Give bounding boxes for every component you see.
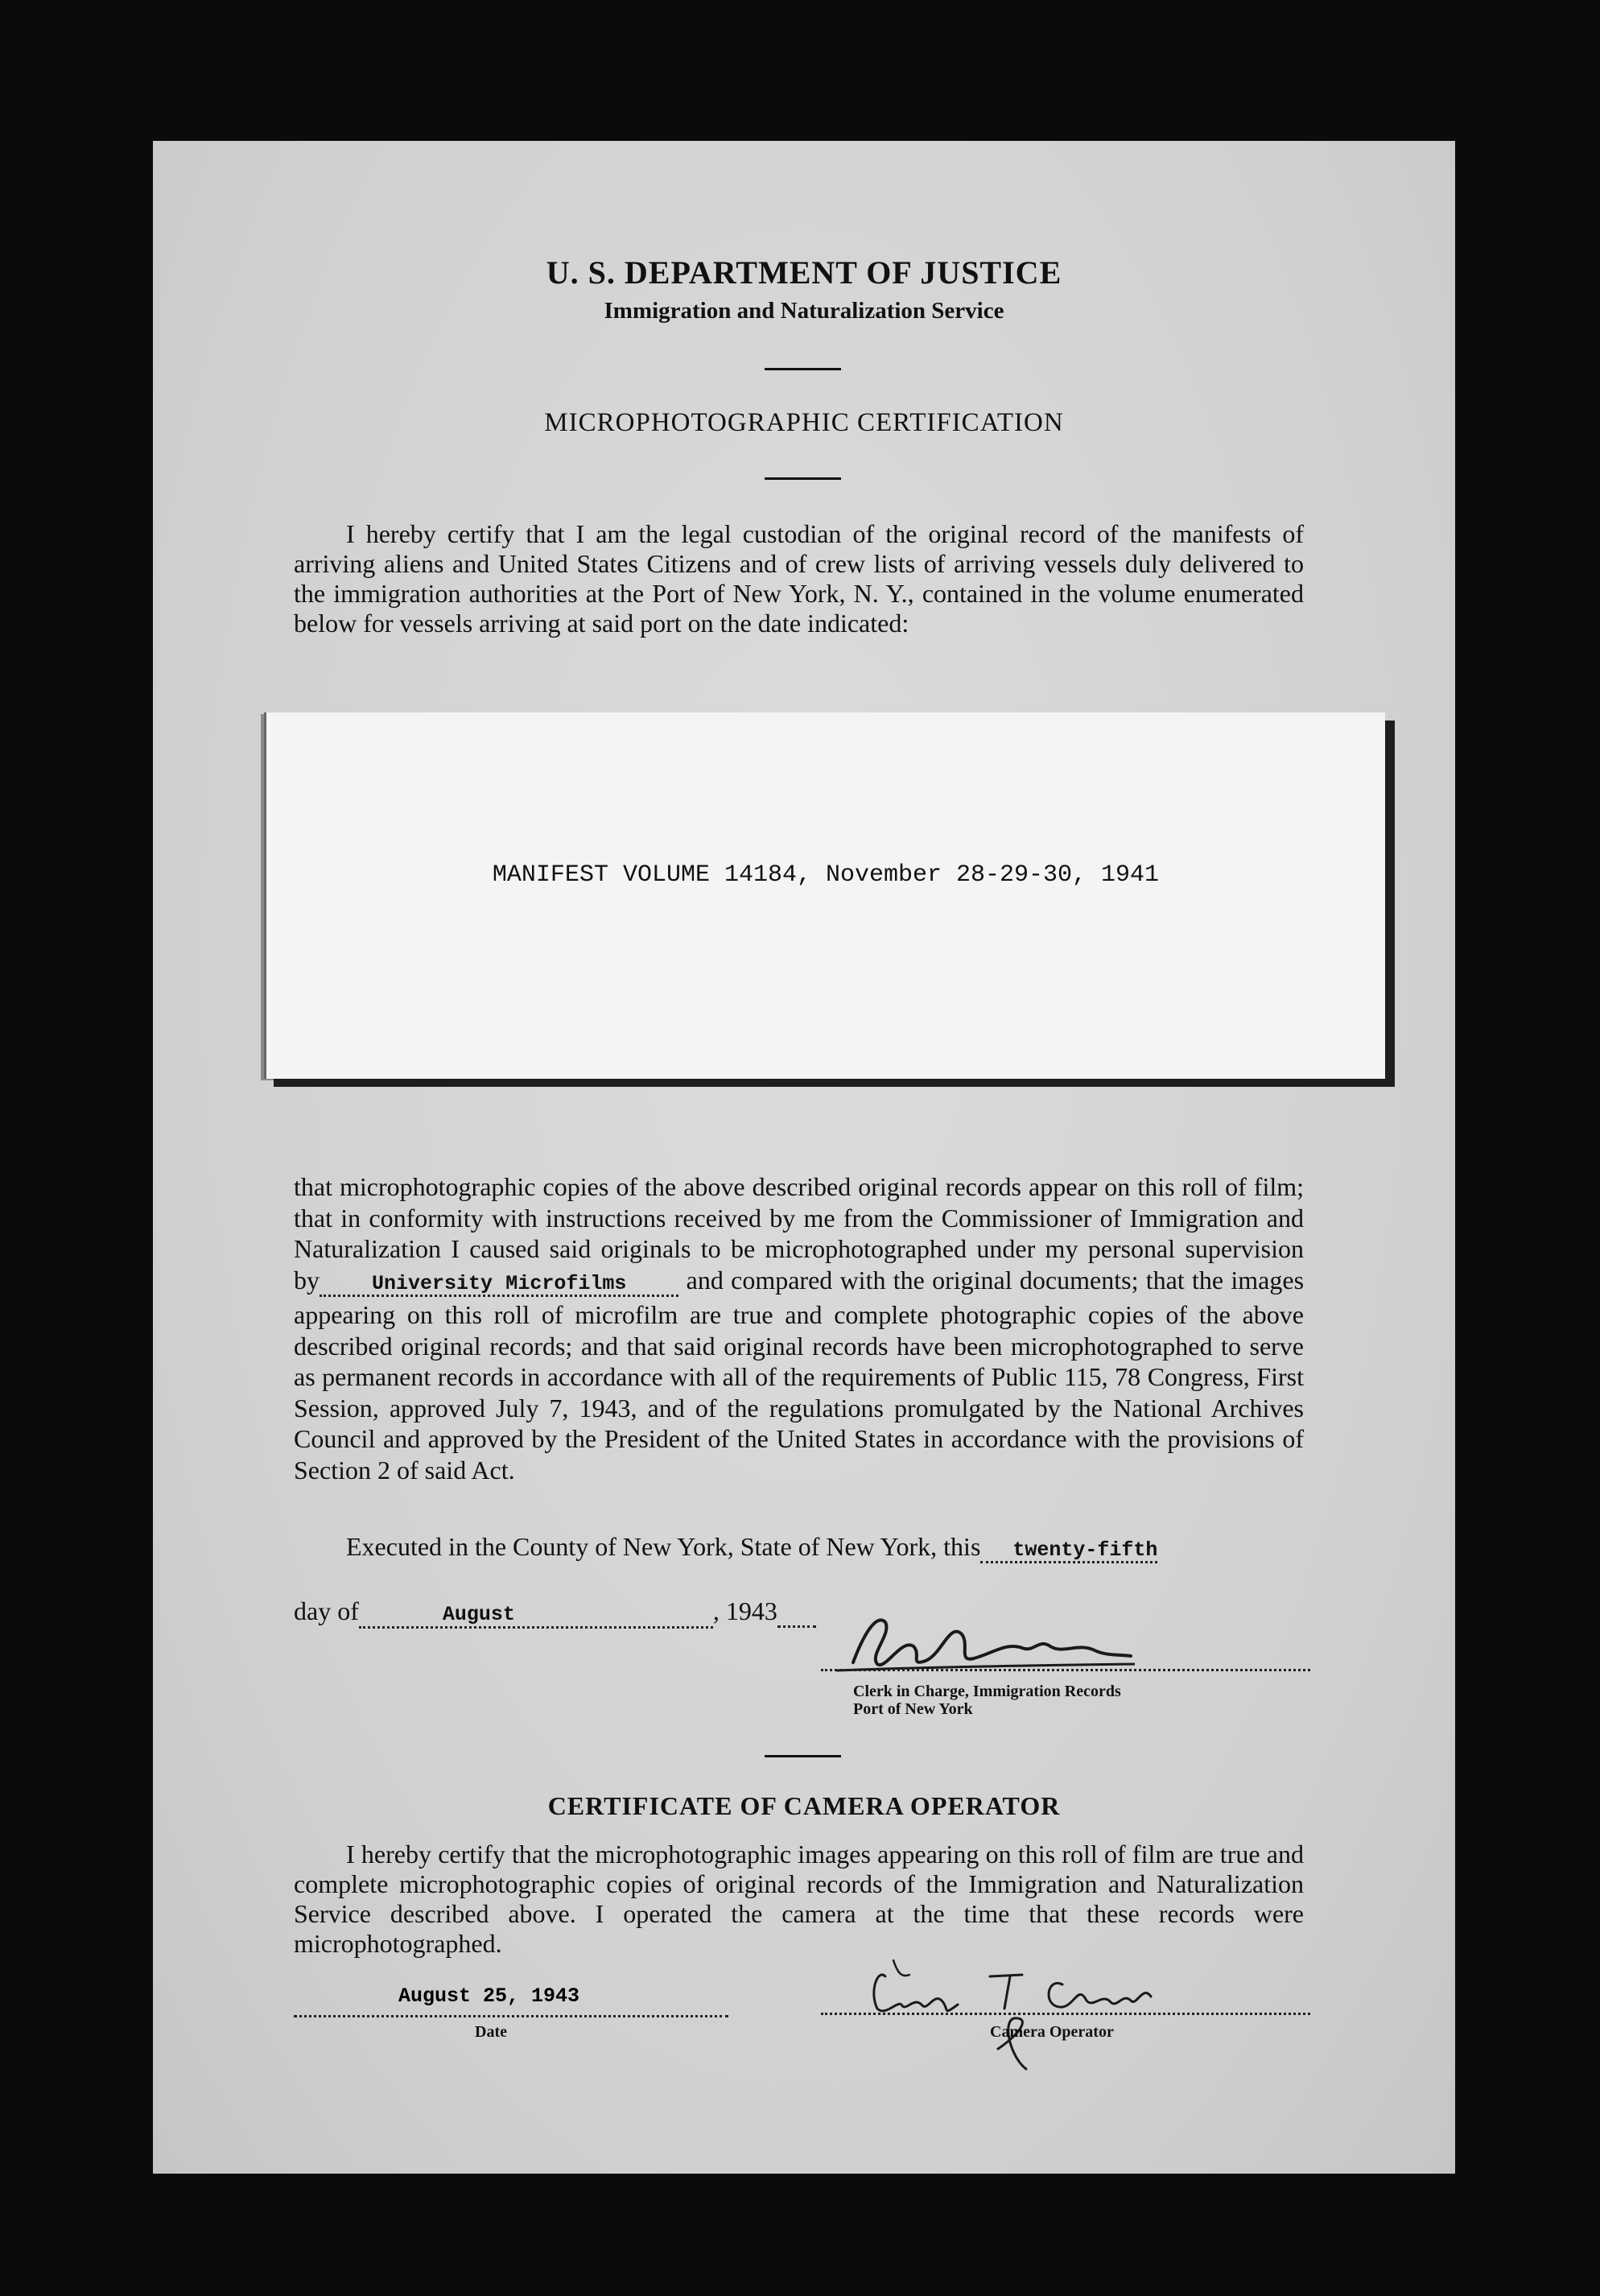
clerk-signature-line [821, 1669, 1310, 1671]
month-field [359, 1596, 713, 1629]
camera-operator-signature-line [821, 2013, 1310, 2015]
execution-day-field [980, 1532, 1157, 1563]
clerk-title-line2: Port of New York [853, 1700, 973, 1718]
body-text-part1: that microphotographic copies of the above described original records appear on this roll of film; that in conformity with instructions received by me from the Commissioner of Immigration and Naturalization I caused said originals to be microphotographed under my personal supervision by [294, 1172, 1304, 1295]
camera-operator-label: Camera Operator [990, 2023, 1114, 2041]
agency-title: U. S. DEPARTMENT OF JUSTICE [546, 254, 1062, 291]
divider-mid [765, 477, 841, 480]
divider-top [765, 368, 841, 370]
manifest-volume-text: MANIFEST VOLUME 14184, November 28-29-30, 1941 [492, 861, 1160, 889]
service-subtitle: Immigration and Naturalization Service [604, 298, 1004, 324]
divider-camera [765, 1755, 841, 1757]
camera-heading: CERTIFICATE OF CAMERA OPERATOR [547, 1791, 1061, 1820]
camera-paragraph: I hereby certify that the microphotographic images appearing on this roll of film are true and complete microphotographic copies of original records of the Immigration and Naturalization Service described above. I operated the camera at the time that these records were microphotographed. [294, 1840, 1304, 1958]
month-line [294, 1596, 816, 1629]
body-paragraph [294, 1171, 1304, 1485]
filmed-by-field [320, 1266, 678, 1297]
manifest-slip [264, 712, 1385, 1079]
clerk-signature [821, 1606, 1135, 1679]
body-text-part2: and compared with the original documents; that the images appearing on this roll of microfilm are true and complete photographic copies of the above described original records; and that said original records have been microphotographed to serve as permanent records in accordance with all of the requirements of Public 115, 78 Congress, First Session, approved July 7, 1943, and of the regulations promulgated by the National Archives Council and approved by the President of the United States in accordance with the provisions of Section 2 of said Act. [294, 1265, 1305, 1485]
execution-prefix: Executed in the County of New York, State of New York, this [346, 1532, 981, 1561]
year-dots [777, 1596, 816, 1628]
certificate-paper [153, 141, 1455, 2174]
execution-day-value: twenty-fifth [1012, 1538, 1158, 1562]
date-field [294, 1983, 728, 2017]
execution-line [346, 1532, 1312, 1562]
filmed-by-value: University Microfilms [372, 1271, 627, 1295]
certification-heading: MICROPHOTOGRAPHIC CERTIFICATION [544, 408, 1064, 437]
intro-paragraph: I hereby certify that I am the legal custodian of the original record of the manifests of arriving aliens and United States Citizens and of crew lists of arriving vessels duly delivered to the immigration authorities at the Port of New York, N. Y., contained in the volume enumerated below for vessels arriving at said port on the date indicated: [294, 519, 1304, 638]
year-value: , 1943 [712, 1596, 777, 1625]
day-of-label: day of [294, 1596, 359, 1625]
date-label: Date [475, 2023, 507, 2041]
clerk-title [853, 1683, 1121, 1718]
camera-date-value: August 25, 1943 [398, 1984, 580, 2008]
month-value: August [442, 1603, 515, 1626]
camera-operator-signature [821, 1928, 1159, 2081]
clerk-title-line1: Clerk in Charge, Immigration Records [853, 1683, 1121, 1700]
